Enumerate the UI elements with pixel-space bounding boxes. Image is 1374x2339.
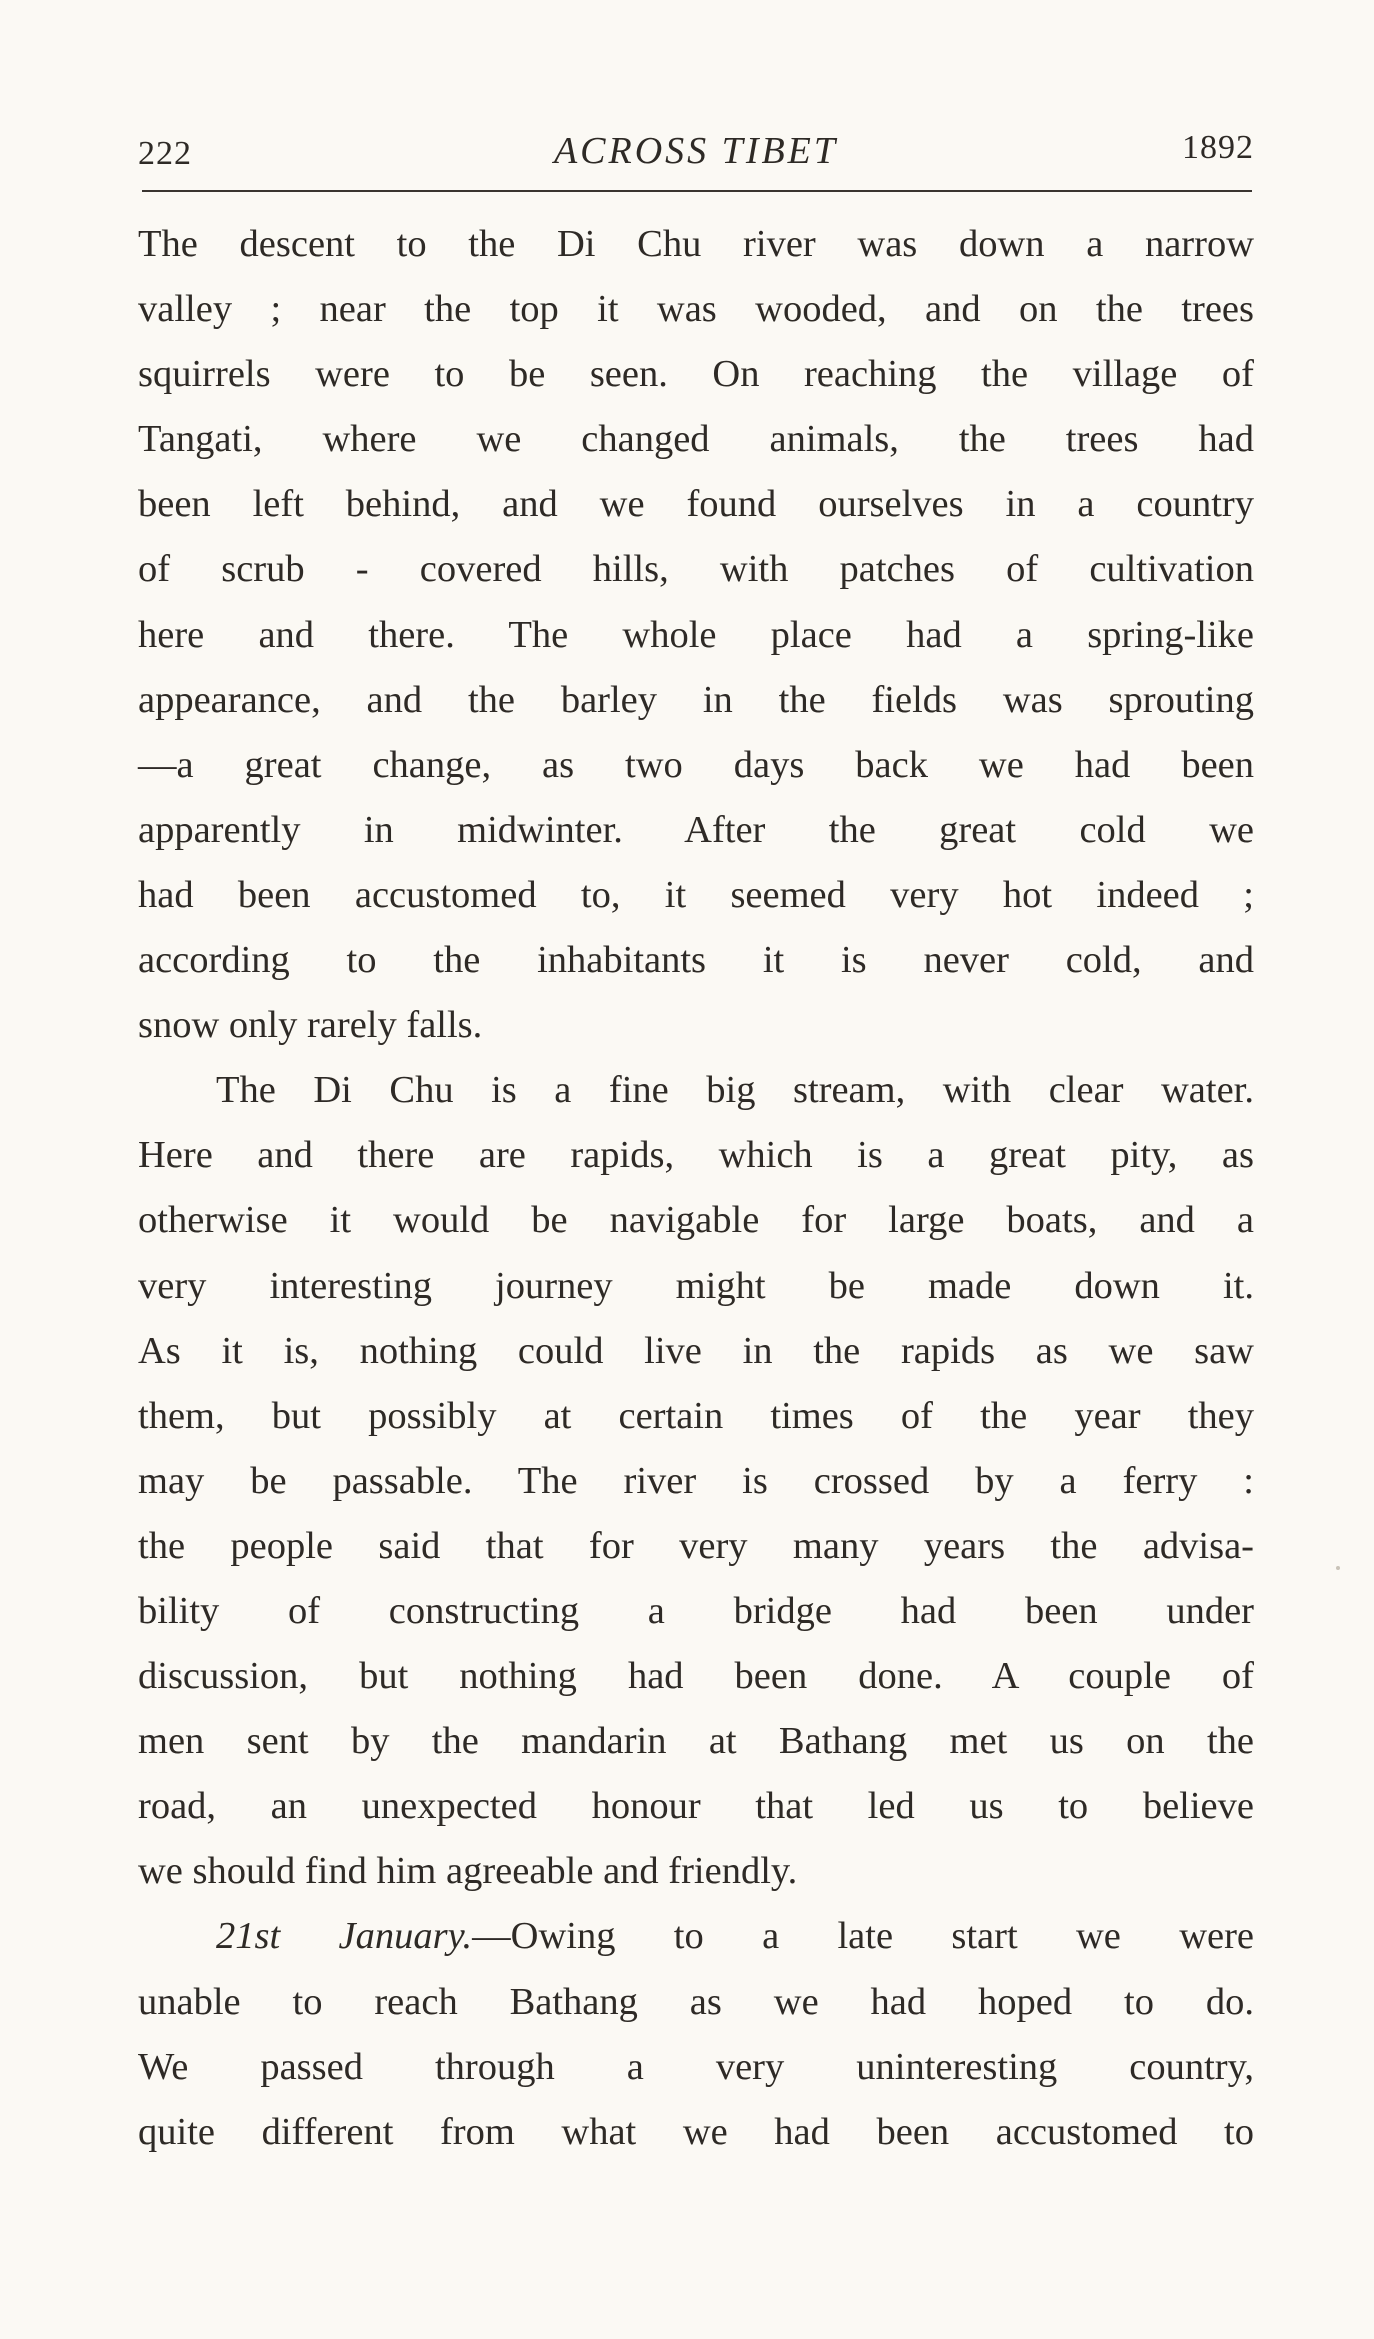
- text-line: very interesting journey might be made down it.: [138, 1264, 1254, 1307]
- text-line: of scrub - covered hills, with patches of cultivation: [138, 548, 1254, 591]
- text-line: snow only rarely falls.: [138, 1004, 483, 1047]
- text-line: The descent to the Di Chu river was down a narrow: [138, 223, 1254, 265]
- text-line: here and there. The whole place had a spring-like: [138, 613, 1254, 656]
- text-line: apparently in midwinter. After the great cold we: [138, 808, 1254, 851]
- body-text: [138, 212, 1254, 2165]
- text-line: may be passable. The river is crossed by a ferry :: [138, 1459, 1254, 1502]
- page-header: [138, 125, 1254, 181]
- text-line: discussion, but nothing had been done. A couple of: [138, 1655, 1254, 1698]
- entry-first-line-text: —Owing to a late start we were: [472, 1915, 1254, 1958]
- text-line: had been accustomed to, it seemed very hot indeed ;: [138, 873, 1254, 916]
- text-line: road, an unexpected honour that led us to believe: [138, 1785, 1254, 1828]
- text-line: —a great change, as two days back we had been: [138, 743, 1254, 786]
- text-line: been left behind, and we found ourselves in a country: [138, 483, 1254, 526]
- text-line: Here and there are rapids, which is a great pity, as: [138, 1134, 1254, 1177]
- dated-entry-line: [138, 1904, 1254, 1969]
- running-title: ACROSS TIBET: [553, 130, 839, 172]
- text-line: unable to reach Bathang as we had hoped to do.: [138, 1980, 1254, 2023]
- text-line: bility of constructing a bridge had been under: [138, 1589, 1254, 1632]
- text-line: appearance, and the barley in the fields was sprouting: [138, 678, 1254, 721]
- header-year: 1892: [1182, 129, 1254, 166]
- text-line: squirrels were to be seen. On reaching the village of: [138, 353, 1254, 396]
- text-line: valley ; near the top it was wooded, and on the trees: [138, 288, 1254, 331]
- text-line: The Di Chu is a fine big stream, with clear water.: [216, 1069, 1254, 1112]
- text-line: Tangati, where we changed animals, the trees had: [138, 418, 1254, 461]
- text-line: otherwise it would be navigable for large boats, and a: [138, 1199, 1254, 1242]
- entry-date: 21st January.: [216, 1915, 473, 1958]
- paper-speck: [1336, 1566, 1340, 1570]
- text-line: according to the inhabitants it is never cold, and: [138, 939, 1254, 982]
- text-line: We passed through a very uninteresting country,: [138, 2045, 1254, 2088]
- text-line: quite different from what we had been accustomed to: [138, 2110, 1254, 2153]
- text-line: men sent by the mandarin at Bathang met us on the: [138, 1720, 1254, 1763]
- text-line: the people said that for very many years the advisa-: [138, 1524, 1254, 1567]
- text-line: As it is, nothing could live in the rapids as we saw: [138, 1329, 1254, 1372]
- header-rule: [142, 190, 1252, 192]
- page-number: 222: [138, 135, 192, 172]
- text-line: we should find him agreeable and friendly.: [138, 1850, 798, 1893]
- text-line: them, but possibly at certain times of the year they: [138, 1394, 1254, 1437]
